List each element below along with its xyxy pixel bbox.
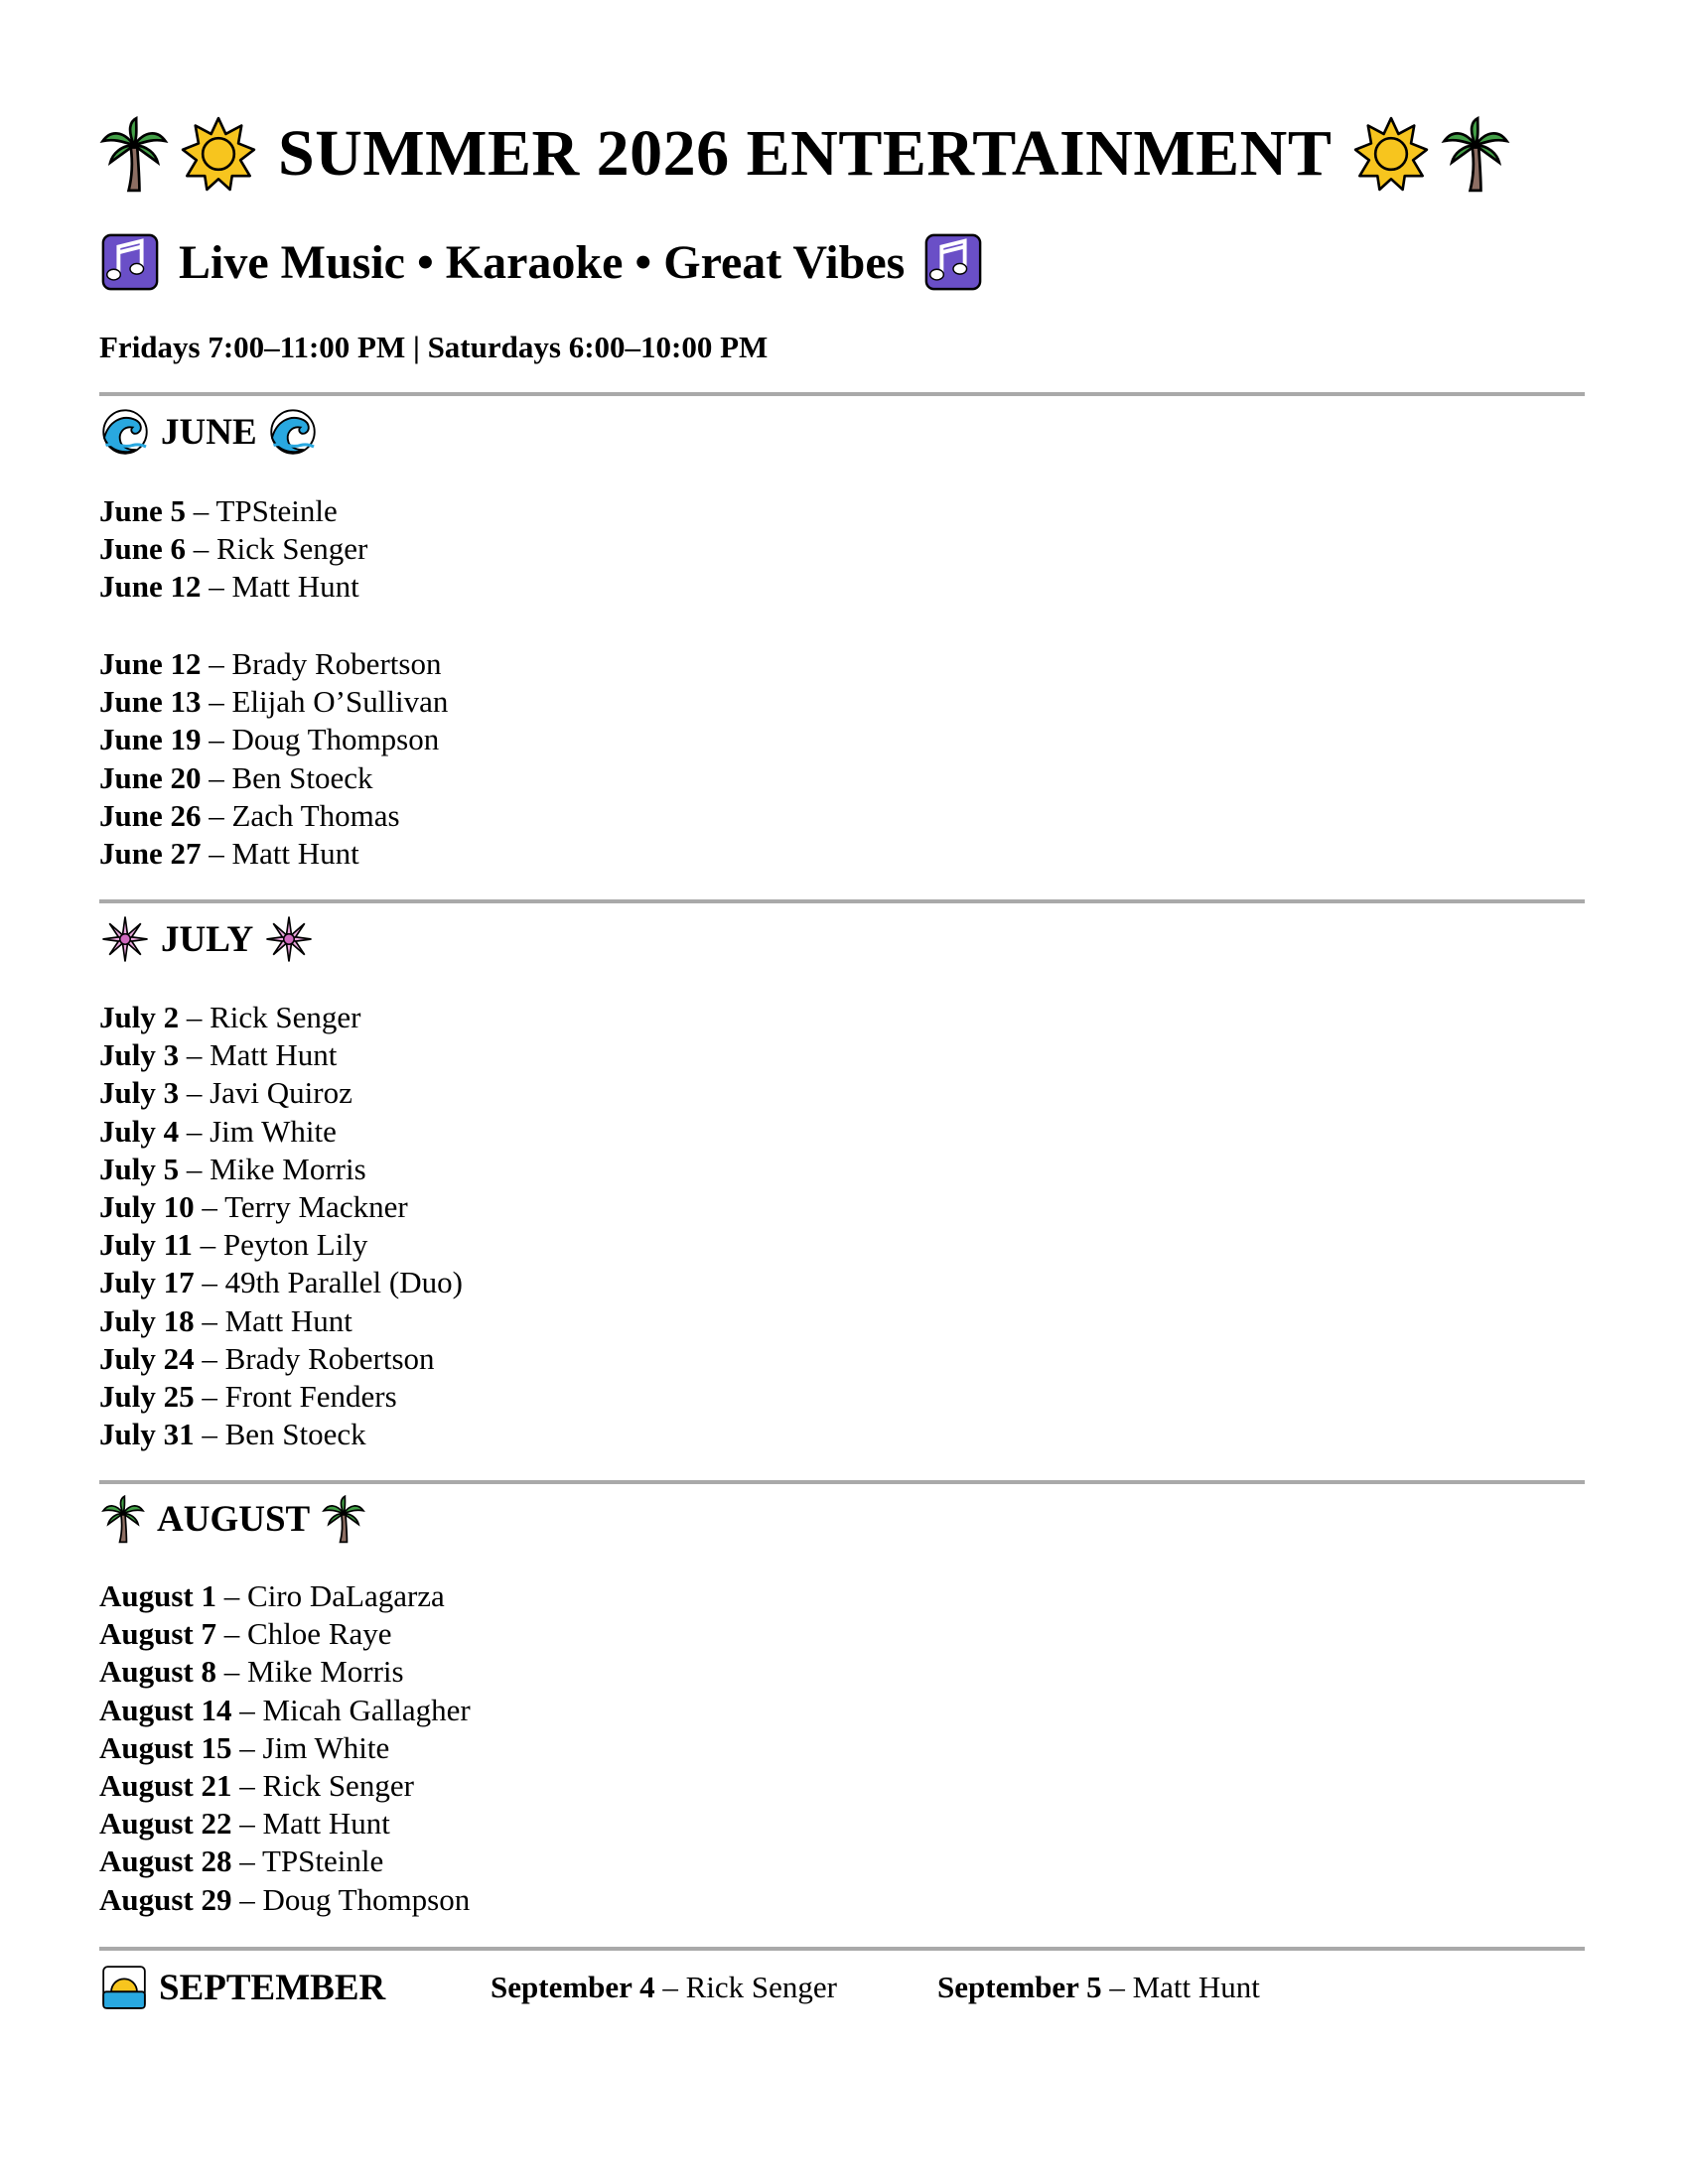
event-date: August 7 [99, 1616, 217, 1652]
month-heading-june [101, 407, 317, 457]
event-artist: Ben Stoeck [231, 759, 373, 795]
event-artist: Peyton Lily [222, 1227, 368, 1263]
list-item [99, 999, 463, 1036]
list-item [99, 1113, 463, 1151]
sun-icon [181, 116, 256, 192]
list-item [99, 1151, 463, 1188]
list-item [99, 1264, 463, 1301]
list-item [937, 1970, 1260, 2005]
event-separator: – [179, 1151, 211, 1186]
list-item [99, 1615, 471, 1653]
event-artist: Terry Mackner [224, 1188, 408, 1224]
event-separator: – [231, 1692, 263, 1727]
subtitle-text: Live Music • Karaoke • Great Vibes [179, 235, 906, 289]
event-separator: – [194, 1340, 225, 1376]
list-item [99, 683, 448, 721]
event-artist: Javi Quiroz [210, 1075, 352, 1111]
event-date: August 29 [99, 1881, 232, 1917]
event-date: August 21 [99, 1767, 232, 1803]
event-date: June 5 [99, 493, 186, 528]
event-separator: – [201, 569, 232, 605]
event-artist: Matt Hunt [231, 569, 359, 605]
music-notes-icon [922, 231, 984, 293]
month-heading-september [101, 1963, 1260, 2012]
event-separator: – [194, 1417, 225, 1452]
event-artist: Matt Hunt [262, 1806, 390, 1842]
palm-tree-icon [99, 115, 169, 193]
event-list-august [99, 1577, 471, 1919]
event-date: September 5 [937, 1970, 1102, 2004]
event-artist: TPSteinle [215, 493, 338, 528]
event-date: August 1 [99, 1578, 217, 1613]
event-separator: – [216, 1654, 248, 1690]
list-item [99, 1340, 463, 1378]
list-item [99, 568, 367, 606]
list-item [99, 1074, 463, 1112]
event-artist: Rick Senger [216, 531, 368, 567]
month-name: SEPTEMBER [159, 1967, 386, 2008]
list-item [99, 1378, 463, 1416]
event-date: July 17 [99, 1265, 195, 1300]
event-artist: Matt Hunt [210, 1037, 338, 1073]
event-separator: – [231, 1806, 263, 1842]
event-artist: Front Fenders [224, 1378, 397, 1414]
event-separator: – [201, 835, 232, 871]
list-item [99, 1729, 471, 1767]
event-artist: Matt Hunt [231, 835, 359, 871]
list-item [99, 1881, 471, 1919]
event-artist: Matt Hunt [224, 1302, 352, 1338]
event-date: July 24 [99, 1340, 195, 1376]
subtitle [99, 226, 984, 298]
month-heading-july [101, 914, 313, 964]
event-artist: Doug Thompson [231, 722, 440, 757]
wave-icon [101, 408, 149, 456]
event-separator: – [201, 646, 232, 681]
list-item [99, 645, 448, 683]
list-item [491, 1970, 837, 2005]
event-artist: Ben Stoeck [224, 1417, 366, 1452]
list-item [99, 530, 367, 568]
list-item [99, 1188, 463, 1226]
event-date: August 22 [99, 1806, 232, 1842]
event-artist: Jim White [262, 1729, 390, 1765]
event-separator: – [179, 1075, 211, 1111]
event-separator: – [192, 1227, 223, 1263]
event-artist: Brady Robertson [224, 1340, 435, 1376]
event-artist: TPSteinle [261, 1843, 384, 1879]
event-separator: – [179, 1113, 211, 1149]
event-separator: – [179, 1037, 211, 1073]
hours-text: Fridays 7:00–11:00 PM | Saturdays 6:00–10:00 PM [99, 330, 769, 364]
divider [99, 392, 1585, 396]
event-artist: Micah Gallagher [262, 1692, 471, 1727]
event-artist: Ciro DaLagarza [247, 1578, 445, 1613]
list-item [99, 835, 448, 873]
list-item [99, 1843, 471, 1880]
event-artist: Rick Senger [210, 1000, 361, 1034]
event-separator: – [231, 1729, 263, 1765]
event-date: July 5 [99, 1151, 180, 1186]
event-date: September 4 [491, 1970, 655, 2004]
firework-icon [101, 915, 149, 963]
event-artist: Doug Thompson [262, 1881, 471, 1917]
event-artist: Matt Hunt [1132, 1970, 1260, 2004]
divider [99, 1480, 1585, 1484]
event-separator: – [201, 759, 232, 795]
event-artist: Elijah O’Sullivan [231, 684, 449, 720]
event-separator: – [201, 797, 232, 833]
event-separator: – [231, 1843, 262, 1879]
month-name: JUNE [161, 411, 257, 453]
event-artist: Chloe Raye [247, 1616, 392, 1652]
month-name: JULY [161, 918, 254, 960]
event-date: July 31 [99, 1417, 195, 1452]
event-date: June 12 [99, 646, 202, 681]
firework-icon [265, 915, 313, 963]
palm-tree-icon [322, 1494, 365, 1544]
divider [99, 899, 1585, 903]
list-item [99, 1692, 471, 1729]
event-date: August 28 [99, 1843, 232, 1879]
event-date: June 13 [99, 684, 202, 720]
event-separator: – [194, 1378, 225, 1414]
event-artist: 49th Parallel (Duo) [224, 1265, 463, 1300]
event-separator: – [194, 1188, 225, 1224]
event-date: July 18 [99, 1302, 195, 1338]
event-date: June 26 [99, 797, 202, 833]
list-item [99, 1577, 471, 1615]
event-separator: – [1101, 1970, 1133, 2004]
event-separator: – [194, 1302, 225, 1338]
event-artist: Mike Morris [247, 1654, 404, 1690]
event-date: July 2 [99, 1000, 180, 1034]
event-list-june [99, 492, 367, 607]
divider [99, 1947, 1585, 1951]
list-item [99, 797, 448, 835]
event-separator: – [231, 1881, 263, 1917]
event-artist: Zach Thomas [231, 797, 400, 833]
event-date: June 27 [99, 835, 202, 871]
event-date: July 11 [99, 1227, 193, 1263]
list-item [99, 1653, 471, 1691]
month-name: AUGUST [157, 1498, 311, 1540]
list-item [99, 721, 448, 758]
page-title-text: SUMMER 2026 ENTERTAINMENT [278, 117, 1333, 190]
event-separator: – [654, 1970, 686, 2004]
event-artist: Rick Senger [262, 1767, 414, 1803]
event-artist: Jim White [210, 1113, 337, 1149]
list-item [99, 1416, 463, 1453]
event-date: July 3 [99, 1037, 180, 1073]
event-date: August 8 [99, 1654, 217, 1690]
list-item [99, 492, 367, 530]
palm-tree-icon [1441, 115, 1510, 193]
event-separator: – [201, 722, 232, 757]
page-title [99, 104, 1510, 204]
event-list-june-continued [99, 645, 448, 873]
event-date: July 10 [99, 1188, 195, 1224]
list-item [99, 1036, 463, 1074]
event-separator: – [186, 493, 216, 528]
event-separator: – [186, 531, 216, 567]
event-date: June 6 [99, 531, 186, 567]
event-separator: – [194, 1265, 225, 1300]
event-artist: Brady Robertson [231, 646, 442, 681]
event-separator: – [231, 1767, 263, 1803]
list-item [99, 1805, 471, 1843]
list-item [99, 1302, 463, 1340]
event-separator: – [216, 1578, 248, 1613]
palm-tree-icon [101, 1494, 145, 1544]
month-heading-august [101, 1494, 365, 1544]
event-date: July 3 [99, 1075, 180, 1111]
wave-icon [269, 408, 317, 456]
event-date: July 4 [99, 1113, 180, 1149]
event-date: July 25 [99, 1378, 195, 1414]
event-date: June 19 [99, 722, 202, 757]
event-separator: – [216, 1616, 248, 1652]
event-date: June 12 [99, 569, 202, 605]
event-artist: Rick Senger [685, 1970, 837, 2004]
event-date: June 20 [99, 759, 202, 795]
event-date: August 14 [99, 1692, 232, 1727]
event-list-july [99, 999, 463, 1453]
event-date: August 15 [99, 1729, 232, 1765]
music-notes-icon [99, 231, 161, 293]
sunset-icon [101, 1965, 147, 2010]
event-artist: Mike Morris [210, 1151, 366, 1186]
event-separator: – [201, 684, 232, 720]
sun-icon [1353, 116, 1429, 192]
list-item [99, 1226, 463, 1264]
list-item [99, 759, 448, 797]
event-separator: – [179, 1000, 211, 1034]
list-item [99, 1767, 471, 1805]
